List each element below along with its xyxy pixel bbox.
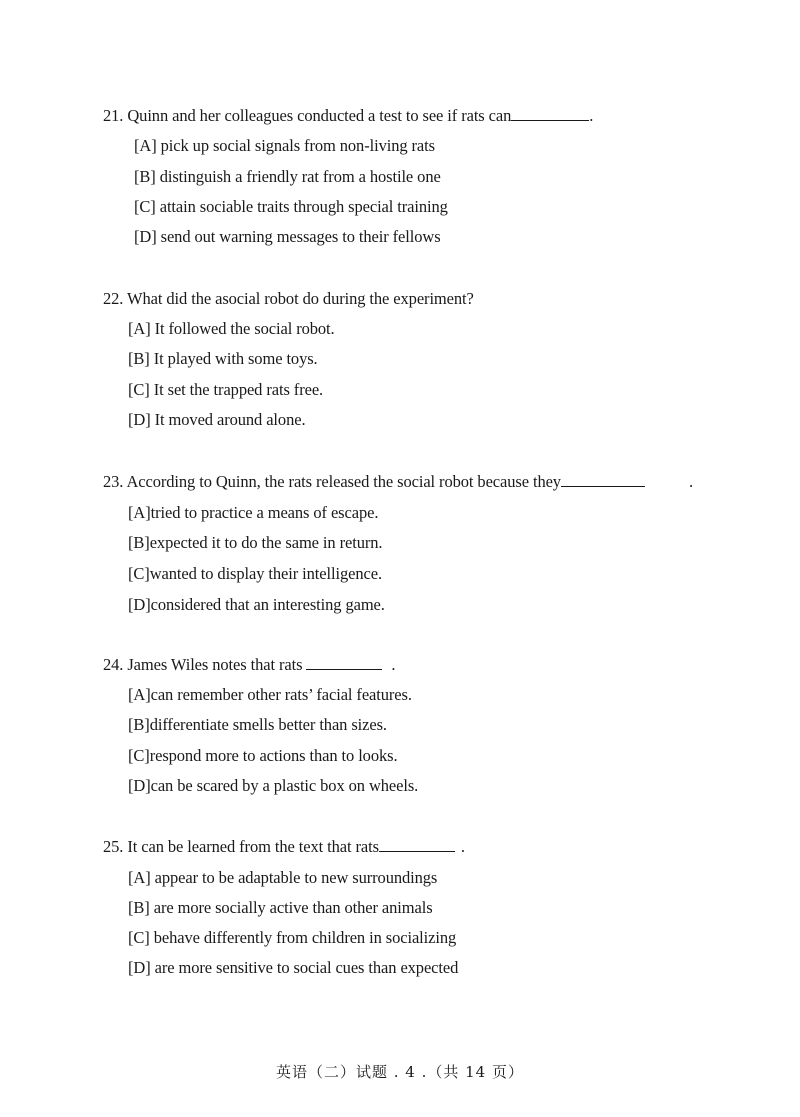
answer-blank [511,106,589,121]
stem-text: 22. What did the asocial robot do during the experiment? [103,289,474,308]
stem-text: 21. Quinn and her colleagues conducted a test to see if rats can [103,106,512,125]
option-d: [D]considered that an interesting game. [128,595,385,614]
option-c: [C]wanted to display their intelligence. [128,564,382,583]
answer-blank [306,655,382,670]
option-d: [D] are more sensitive to social cues than expected [128,958,459,977]
option-b: [B]differentiate smells better than sizes. [128,715,387,734]
option-d: [D] It moved around alone. [128,410,306,429]
option-a: [A]tried to practice a means of escape. [128,503,379,522]
question-stem [103,289,474,309]
stem-text: 24. James Wiles notes that rats [103,655,307,674]
question-stem [103,837,465,857]
page-footer: 英语（二）试题 . 4 .（共 14 页） [275,1063,524,1081]
question-stem [103,106,593,126]
option-d: [D] send out warning messages to their fellows [134,227,441,246]
option-d: [D]can be scared by a plastic box on wheels. [128,776,419,795]
stem-end: . [391,655,396,674]
stem-end: . [460,837,465,856]
option-a: [A] pick up social signals from non-living rats [134,136,435,155]
option-b: [B] distinguish a friendly rat from a hostile one [134,167,441,186]
stem-end: . [688,472,693,491]
question-stem [103,655,395,675]
stem-text: 25. It can be learned from the text that rats [103,837,379,856]
answer-blank [379,837,455,852]
option-a: [A] appear to be adaptable to new surroundings [128,868,438,887]
answer-blank [561,472,645,487]
option-c: [C] It set the trapped rats free. [128,380,324,399]
question-stem [103,472,693,492]
option-b: [B] It played with some toys. [128,349,318,368]
option-c: [C]respond more to actions than to looks. [128,746,398,765]
option-b: [B]expected it to do the same in return. [128,533,383,552]
option-c: [C] behave differently from children in socializing [128,928,457,947]
option-b: [B] are more socially active than other animals [128,898,433,917]
option-a: [A] It followed the social robot. [128,319,335,338]
option-a: [A]can remember other rats’ facial features. [128,685,412,704]
stem-text: 23. According to Quinn, the rats released the social robot because they [103,472,561,491]
stem-end: . [589,106,594,125]
option-c: [C] attain sociable traits through special training [134,197,448,216]
